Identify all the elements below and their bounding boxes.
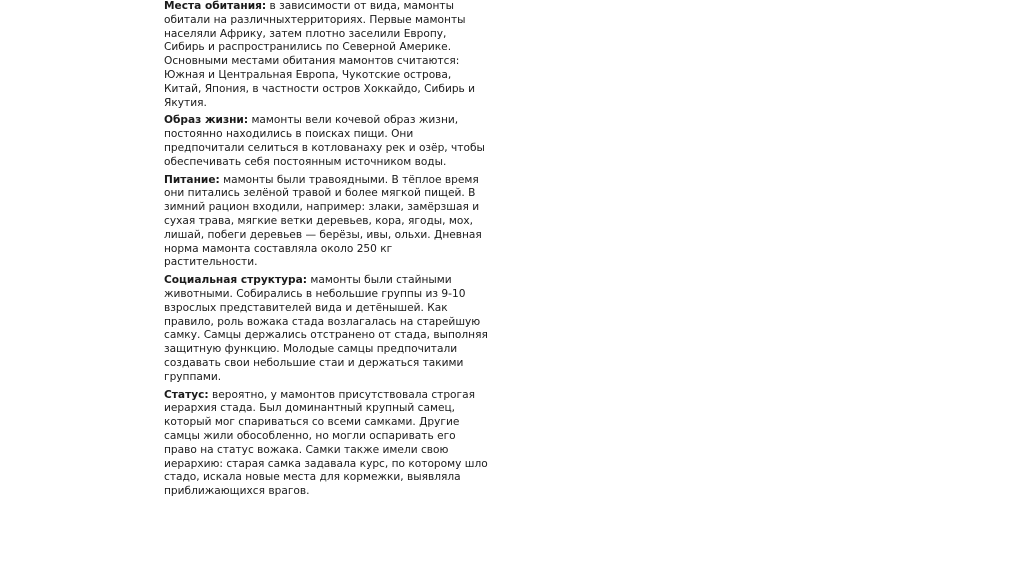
section-status xyxy=(164,389,489,499)
text-line: Сибирь и распространились по Северной Америке. xyxy=(164,41,452,54)
text-line: Китай, Япония, в частности остров Хоккайдо, Сибирь и xyxy=(164,82,476,95)
text-line: Якутия. xyxy=(164,96,207,109)
text-line: иерархия стада. Был доминантный крупный самец, xyxy=(164,402,456,415)
text-line: мамонты вели кочевой образ жизни, xyxy=(248,114,459,127)
text-line: предпочитали селиться в котлованаху рек и озёр, чтобы xyxy=(164,141,485,154)
text-line: обитали на различныхтерриториях. Первые мамонты xyxy=(164,13,466,26)
section-label: Питание: xyxy=(164,173,220,186)
text-line: Южная и Центральная Европа, Чукотские острова, xyxy=(164,68,452,81)
text-line: самцы жили обособленно, но могли оспаривать его xyxy=(164,429,456,442)
text-line: Основными местами обитания мамонтов считаются: xyxy=(164,55,460,68)
text-line: они питались зелёной травой и более мягкой пищей. В xyxy=(164,187,476,200)
section-label: Социальная структура: xyxy=(164,274,308,287)
text-line: создавать свои небольшие стаи и держаться такими xyxy=(164,356,464,369)
section-diet xyxy=(164,174,489,271)
text-line: стадо, искала новые места для кормежки, выявляла xyxy=(164,471,461,484)
text-line: сухая трава, мягкие ветки деревьев, кора, ягоды, мох, xyxy=(164,214,473,227)
text-line: зимний рацион входили, например: злаки, замёрзшая и xyxy=(164,201,480,214)
text-line: приближающихся врагов. xyxy=(164,485,310,498)
text-line: в зависимости от вида, мамонты xyxy=(266,0,454,12)
text-line: постоянно находились в поисках пищи. Они xyxy=(164,128,414,141)
text-line: самку. Самцы держались отстранено от стада, выполняя xyxy=(164,329,488,342)
text-line: обеспечивать себя постоянным источником воды. xyxy=(164,155,447,168)
text-line: защитную функцию. Молодые самцы предпочитали xyxy=(164,343,458,356)
text-line: мамонты были стайными xyxy=(307,274,452,287)
text-line: группами. xyxy=(164,370,222,383)
section-lifestyle xyxy=(164,114,489,169)
text-line: норма мамонта составляла около 250 кг растительности. xyxy=(164,242,393,269)
text-line: иерархию: старая самка задавала курс, по которому шло xyxy=(164,457,488,470)
text-line: животными. Собирались в небольшие группы из 9-10 xyxy=(164,287,466,300)
section-label: Статус: xyxy=(164,388,209,401)
document-page xyxy=(164,0,489,503)
text-line: который мог спариваться со всеми самками. Другие xyxy=(164,416,460,429)
text-line: мамонты были травоядными. В тёплое время xyxy=(219,173,479,186)
text-line: право на статус вожака. Самки также имели свою xyxy=(164,443,449,456)
section-label: Образ жизни: xyxy=(164,114,249,127)
text-line: взрослых представителей вида и детёнышей. Как xyxy=(164,301,448,314)
text-line: населяли Африку, затем плотно заселили Европу, xyxy=(164,27,447,40)
text-line: вероятно, у мамонтов присутствовала строгая xyxy=(208,388,475,401)
section-habitat xyxy=(164,0,489,110)
text-line: лишай, побеги деревьев — берёзы, ивы, ольхи. Дневная xyxy=(164,228,482,241)
section-label: Места обитания: xyxy=(164,0,267,12)
text-line: правило, роль вожака стада возлагалась на старейшую xyxy=(164,315,481,328)
section-social-structure xyxy=(164,274,489,384)
